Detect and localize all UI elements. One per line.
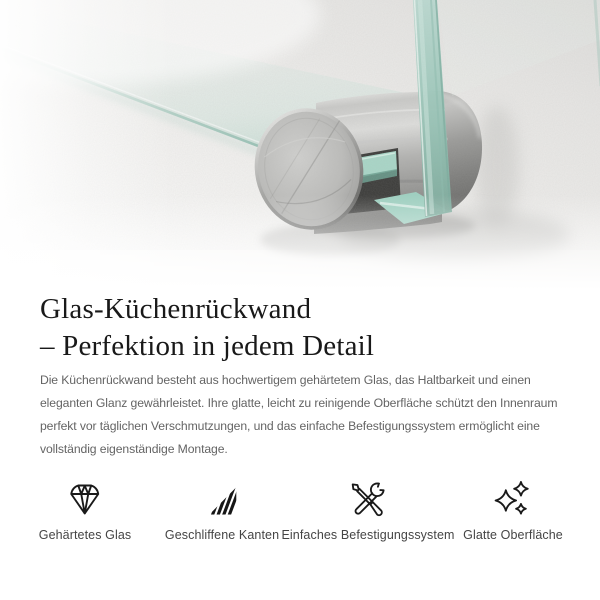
feature-polished-edges	[165, 479, 279, 542]
page-title-line2: – Perfektion in jedem Detail	[40, 330, 375, 362]
paragraph-line: vollständig eigenständige Montage.	[40, 442, 228, 456]
feature-label: Einfaches Befestigungssystem	[281, 528, 455, 542]
hero-photo	[0, 0, 600, 290]
feature-label: Geschliffene Kanten	[164, 528, 280, 542]
feature-label: Gehärtetes Glas	[38, 528, 132, 542]
wrench-screwdriver-icon	[349, 480, 388, 519]
paragraph-line: eleganten Glanz gewährleistet. Ihre glatte, leicht zu reinigende Oberfläche schützt den Innenraum	[40, 396, 558, 410]
page-title-line1: Glas-Küchenrückwand	[40, 293, 312, 325]
feature-label: Glatte Oberfläche	[463, 528, 563, 542]
paragraph-line: Die Küchenrückwand besteht aus hochwertigem gehärtetem Glas, das Haltbarkeit und einen	[40, 373, 531, 387]
sparkles-icon	[493, 480, 532, 519]
intro-paragraph	[40, 369, 557, 461]
polished-edges-icon	[205, 484, 240, 519]
feature-mounting-system	[281, 479, 454, 542]
feature-tempered-glass	[39, 479, 132, 542]
page-title	[40, 291, 374, 365]
paragraph-line: perfekt vor täglichen Verschmutzungen, und das einfache Befestigungssystem ermöglicht eine	[40, 419, 540, 433]
feature-smooth-surface	[463, 479, 563, 542]
diamond-icon	[64, 479, 106, 519]
